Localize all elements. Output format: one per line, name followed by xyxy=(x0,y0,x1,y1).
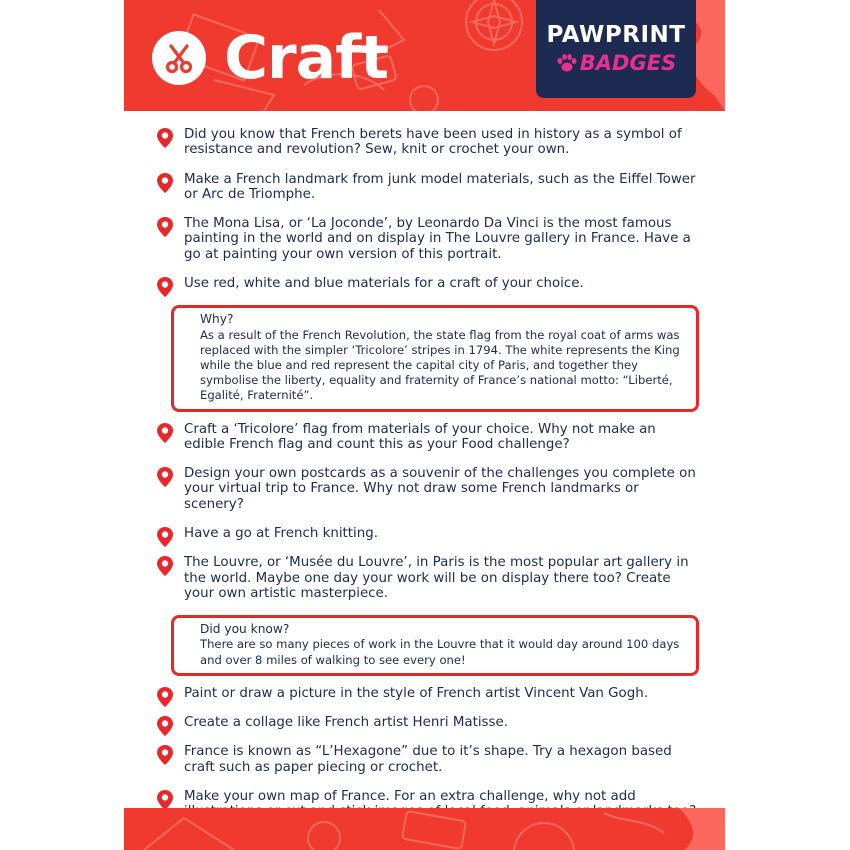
list-item xyxy=(154,744,699,775)
item-text: Make your own map of France. For an extra challenge, why not add xyxy=(184,789,636,805)
scissors-logo xyxy=(152,31,206,85)
why-box-title: Why? xyxy=(200,312,234,327)
did-you-know-info-box xyxy=(171,615,699,676)
list-item xyxy=(154,127,699,158)
list-item xyxy=(154,715,699,730)
map-pin-icon xyxy=(157,277,173,297)
list-item xyxy=(154,686,699,701)
list-item xyxy=(154,422,699,453)
map-pin-icon xyxy=(157,173,173,193)
item-text: Paint or draw a picture in the style of French artist Vincent Van Gogh. xyxy=(184,685,648,701)
map-pin-icon xyxy=(157,217,173,237)
did-you-know-box-title: Did you know? xyxy=(200,622,290,637)
pawprint-badges-logo xyxy=(536,0,696,98)
item-text: Craft a ‘Tricolore’ flag from materials of your choice. Why not make an edible French flag and count this as your Food challenge? xyxy=(184,421,656,452)
item-text: Did you know that French berets have been used in history as a symbol of resistance and revolution? Sew, knit or crochet your own. xyxy=(184,127,682,158)
list-item xyxy=(154,276,699,291)
map-pin-icon xyxy=(157,467,173,487)
craft-sheet xyxy=(124,0,725,850)
header-banner xyxy=(124,0,725,111)
brand-name-bottom-row xyxy=(556,50,676,76)
item-text: Make a French landmark from junk model materials, such as the Eiffel Tower or Arc de Triomphe. xyxy=(184,171,696,202)
map-pin-icon xyxy=(157,745,173,765)
list-item xyxy=(154,555,699,601)
paw-icon xyxy=(556,53,578,73)
did-you-know-box-text: There are so many pieces of work in the Louvre that it would day around 100 days and over 8 miles of walking to see every one! xyxy=(200,637,680,667)
page-title: Craft xyxy=(224,23,388,93)
map-pin-icon xyxy=(157,556,173,576)
item-text: France is known as “L’Hexagone” due to it’s shape. Try a hexagon based craft such as paper piecing or crochet. xyxy=(184,744,672,775)
map-pin-icon xyxy=(157,423,173,443)
brand-name-top: PAWPRINT xyxy=(546,22,686,48)
item-text: The Louvre, or ‘Musée du Louvre’, in Paris is the most popular art gallery in the world. Maybe one day your work will be on display there too? Create your own artistic masterpiece. xyxy=(184,555,689,601)
list-item xyxy=(154,466,699,512)
footer-decoration xyxy=(124,808,725,850)
item-text: Design your own postcards as a souvenir of the challenges you complete on your virtual trip to France. Why not draw some French landmarks or scenery? xyxy=(184,466,696,512)
footer-banner xyxy=(124,808,725,850)
why-info-box xyxy=(171,305,699,411)
item-text: Have a go at French knitting. xyxy=(184,526,379,542)
list-item xyxy=(154,526,699,541)
map-pin-icon xyxy=(157,687,173,707)
brand-name-bottom: BADGES xyxy=(579,51,677,75)
challenge-list xyxy=(154,127,699,834)
map-pin-icon xyxy=(157,128,173,148)
map-pin-icon xyxy=(157,716,173,736)
why-box-text: As a result of the French Revolution, the state flag from the royal coat of arms was replaced with the simpler ‘Tricolore’ stripes in 1794. The white represents the King while the blue and red represent the capital city of Paris, and together they symbolise the liberty, equality and fraternity of France’s national motto: “Liberté, Egalité, Fraternité”. xyxy=(200,327,680,403)
list-item xyxy=(154,172,699,203)
item-text: Create a collage like French artist Henri Matisse. xyxy=(184,715,509,731)
scissors-icon xyxy=(162,41,196,75)
map-pin-icon xyxy=(157,527,173,547)
item-text: Use red, white and blue materials for a craft of your choice. xyxy=(184,276,584,292)
item-text: The Mona Lisa, or ‘La Joconde’, by Leonardo Da Vinci is the most famous painting in the world and on display in The Louvre gallery in France. Have a go at painting your own version of this portrait. xyxy=(184,216,691,262)
list-item xyxy=(154,216,699,262)
